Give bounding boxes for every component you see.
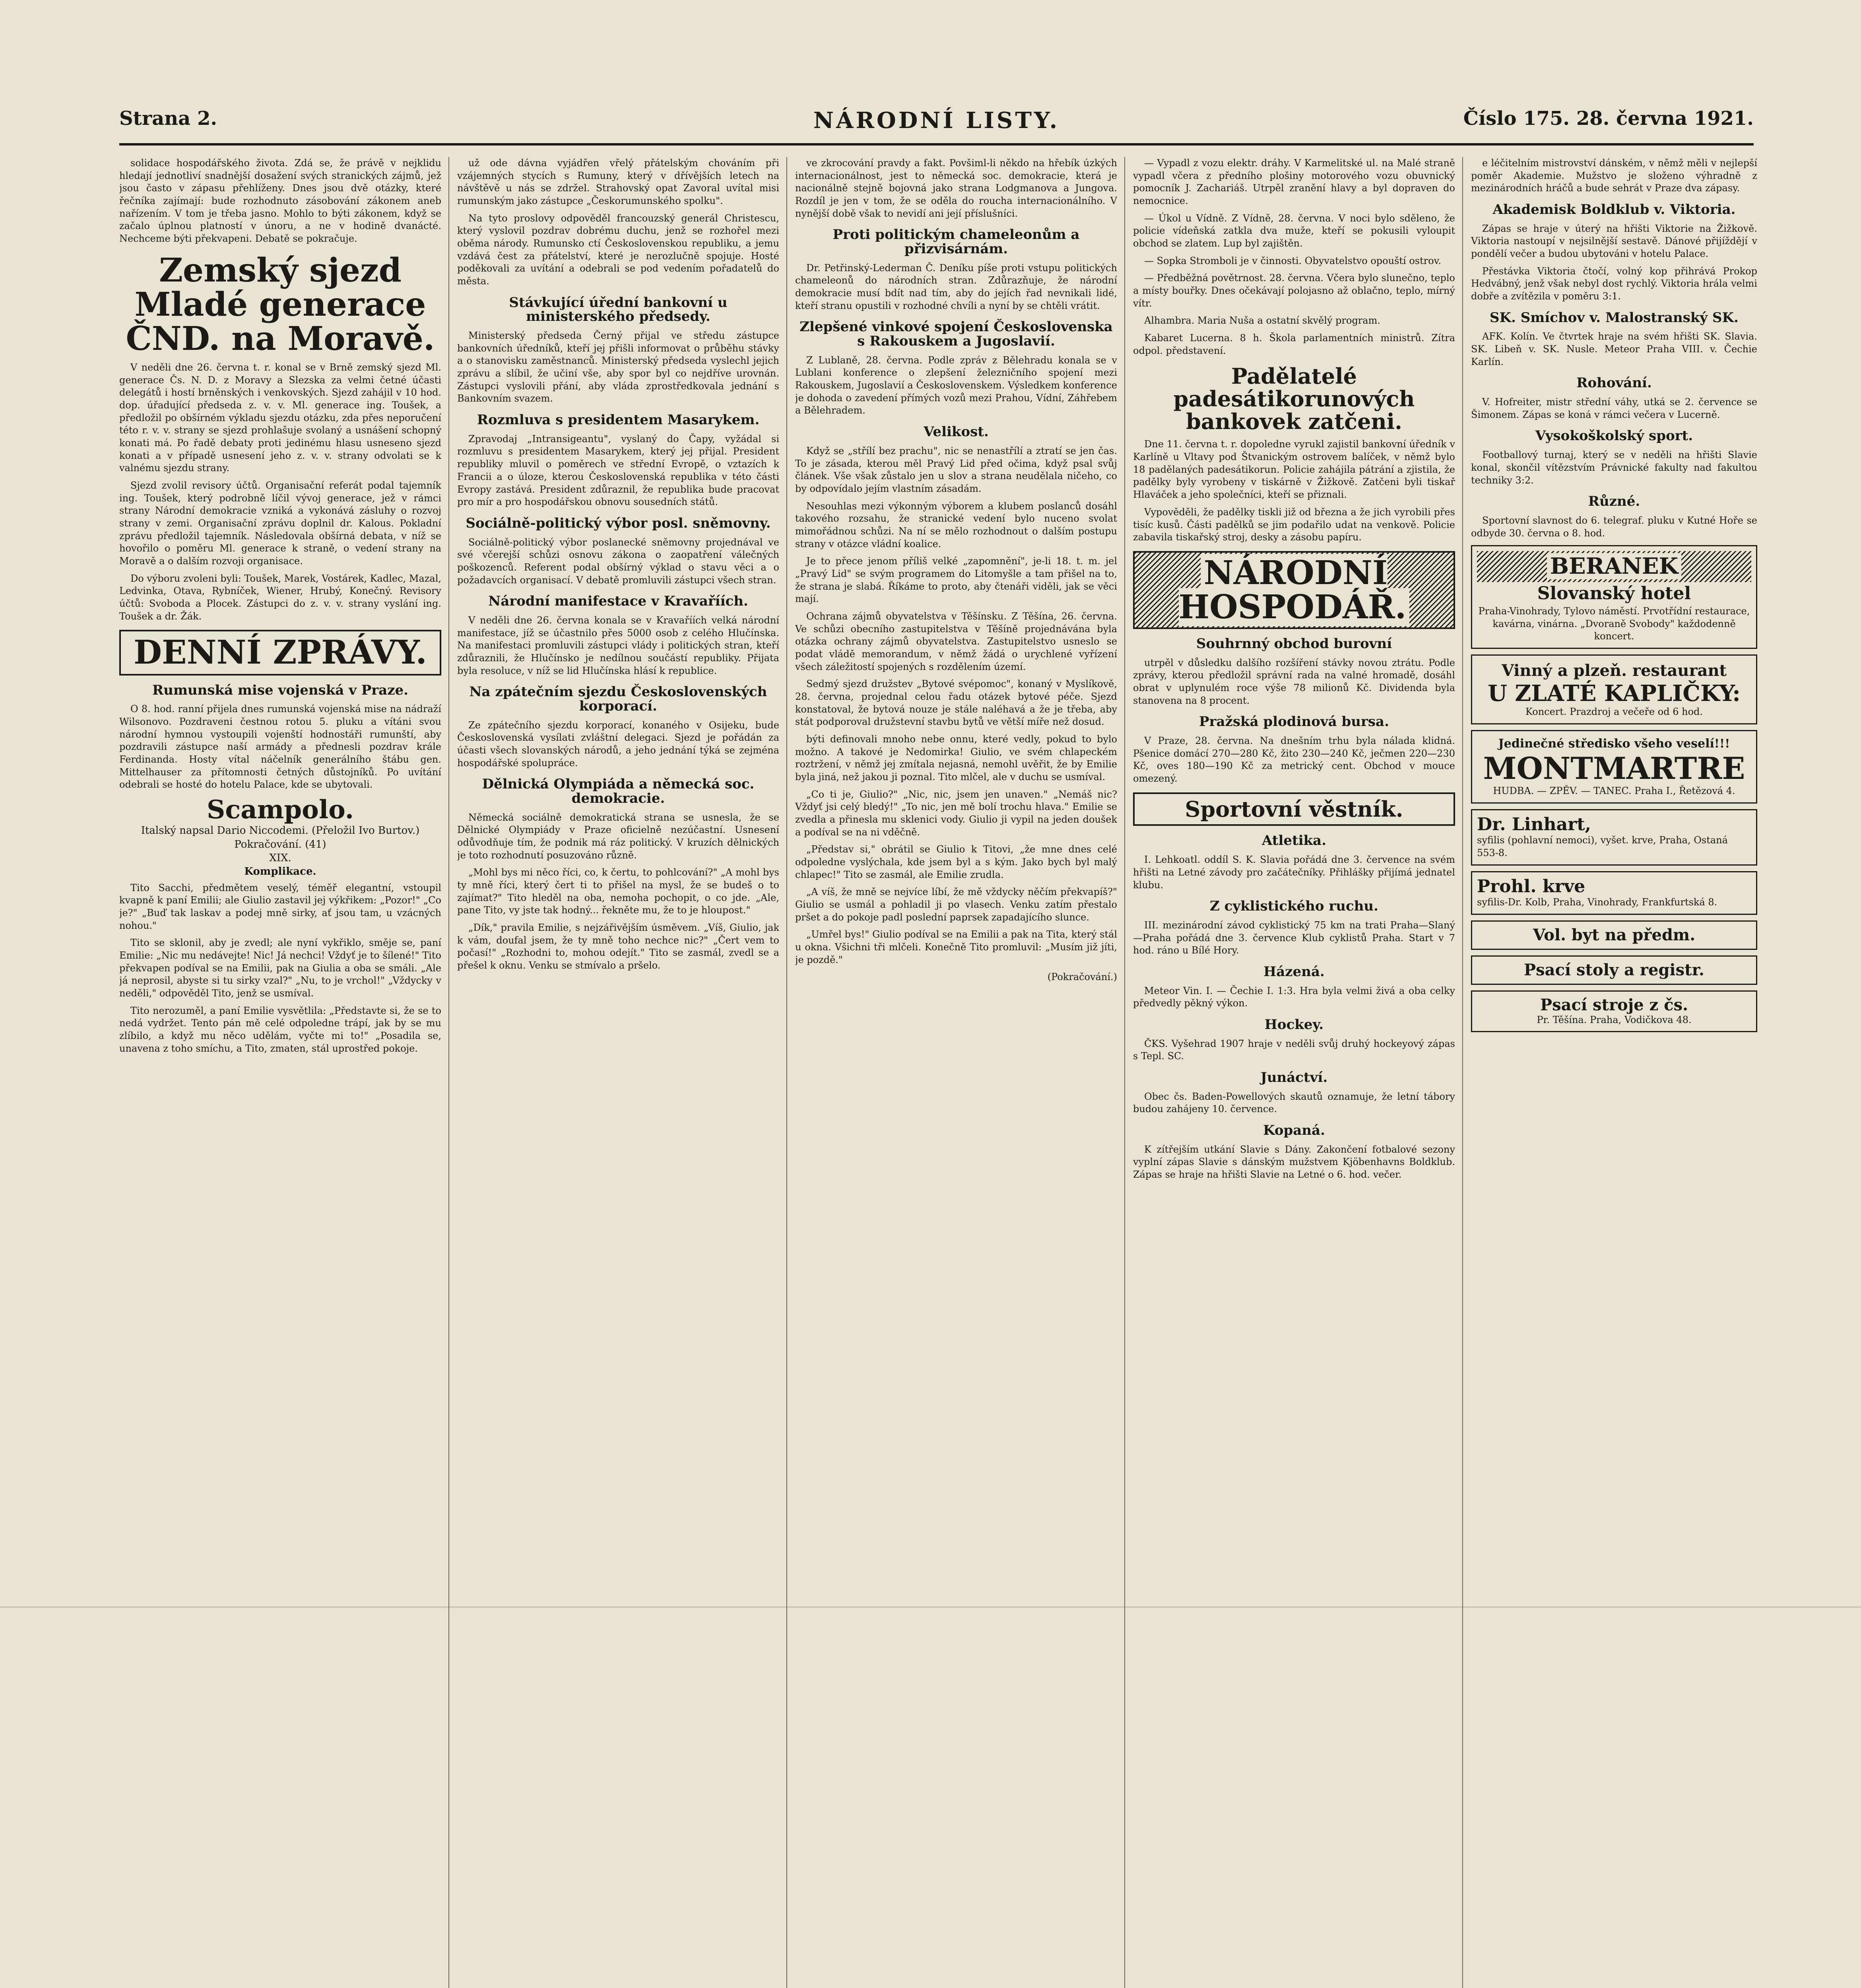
article-paragraph: Vypověděli, že padělky tiskli již od března a že jich vyrobili přes tisíc kusů. Části padělků se jim podařilo udat na venkově. Policie zabavila tiskařský stroj, desky a zásobu papíru. xyxy=(1133,506,1455,543)
feuilleton-paragraph: „Představ si," obrátil se Giulio k Titovi, „že mne dnes celé odpoledne vyslýchala, kde jsem byl a s kým. Jako bych byl malý chlapec!" Tito se zasmál, ale Emilie zrudla. xyxy=(795,844,1117,880)
news-item: — Předběžná povětrnost. 28. června. Včera bylo slunečno, teplo a místy bouřky. Dnes očekávají polojasno až oblačno, teplo, mírný vítr. xyxy=(1133,272,1455,309)
article-paragraph: I. Lehkoatl. oddíl S. K. Slavia pořádá dne 3. července na svém hřišti na Letné závody pro začátečníky. Přihlášky přijímá jednatel klubu. xyxy=(1133,854,1455,891)
article-paragraph: Je to přece jenom příliš velké „zapomnění", je-li 18. t. m. jel „Pravý Lid" se svým programem do Litomyšle a tam přišel na to, že strana je slabá. Říkáme to proto, aby čtenáři viděli, jak se věci mají. xyxy=(795,555,1117,605)
article-paragraph: Sedmý sjezd družstev „Bytové svépomoc", konaný v Myslíkově, 28. června, projednal celou řadu otázek bytové péče. Sjezd konstatoval, že bytová nouze je stále naléhavá a že je třeba, aby stát podporoval družstevní stavbu bytů ve větší míře než dosud. xyxy=(795,678,1117,728)
article-paragraph: Německá sociálně demokratická strana se usnesla, že se Dělnické Olympiády v Praze oficielně nezúčastní. Usnesení odůvodňuje tím, že podnik má ráz politický. V kruzích dělnických je toto rozhodnutí posuzováno různě. xyxy=(457,812,779,861)
article-paragraph: Sociálně-politický výbor poslanecké sněmovny projednával ve své včerejší schůzi osnovu zákona o zaopatření válečných poškozenců. Referent podal obšírný výklad o stavu věci a o požadavcích organisací. V debatě promluvili zástupci všech stran. xyxy=(457,536,779,586)
subhead-vysokoskolsky-sport: Vysokoškolský sport. xyxy=(1535,428,1693,444)
feuilleton-title: Scampolo. xyxy=(207,794,354,825)
headline-stavkujici-urednici: Stávkující úřední bankovní u ministerského předsedy. xyxy=(509,294,728,325)
article-paragraph: Na tyto proslovy odpověděl francouzský generál Christescu, který vyslovil pozdrav dobrému duchu, jenž se rozhořel mezi oběma národy. Rumunsko ctí Československou republiku, a jemu vzdává čest za přátelství, které je nerozlučně spojuje. Hosté poděkovali za uvítání a odebrali se pod vedením pořadatelů do města. xyxy=(457,212,779,287)
article-paragraph: Obec čs. Baden-Powellových skautů oznamuje, že letní tábory budou zahájeny 10. července. xyxy=(1133,1091,1455,1115)
article-paragraph: V neděli dne 26. června konala se v Kravaříích velká národní manifestace, jíž se účastnilo přes 5000 osob z celého Hlučínska. Na manifestaci promluvili zástupci vlády i politických stran, kteří zdůraznili, že Hlučínsko je nedílnou součástí republiky. Přijata byla resoluce, v níž se lid Hlučínska hlásí k republice. xyxy=(457,614,779,676)
article-paragraph: solidace hospodářského života. Zdá se, že právě v nejklidu hledají jednotliví snadnější dosažení svých stranických zájmů, jež jsou často v zápasu přehlíženy. Dnes jsou dvě otázky, které řečníka zajímají: bude rozhodnuto zásobování zákonem aneb nařízením. V tom je třeba jasno. Mohlo to býti zákonem, když se začalo úplnou platností v únoru, a ne v hodině dvanácté. Nechceme býti překvapeni. Debatě se pokračuje. xyxy=(119,157,441,245)
subhead-junactvi: Junáctví. xyxy=(1260,1069,1328,1085)
article-paragraph: Meteor Vin. I. — Čechie I. 1:3. Hra byla velmi živá a oba celky předvedly pěkný výkon. xyxy=(1133,985,1455,1009)
sport-paragraph: Footballový turnaj, který se v neděli na hřišti Slavie konal, skončil vítězstvím Právnické fakulty nad fakultou techniky 3:2. xyxy=(1471,449,1757,486)
column-4 xyxy=(1133,157,1455,1988)
section-box-narodni-hospodar xyxy=(1133,551,1455,629)
article-paragraph: Dr. Petřinský-Lederman Č. Deníku píše proti vstupu politických chameleonů do národních stran. Zdůrazňuje, že národní demokracie musí bdít nad tím, aby do jejích řad nevnikali lidé, kteří stranu opustili v rozhodné chvíli a nyní by se chtěli vrátit. xyxy=(795,262,1117,311)
section-title-denni-zpravy: DENNÍ ZPRÁVY. xyxy=(134,633,427,672)
section-box-sportovni-vestnik xyxy=(1133,792,1455,826)
advert-title: BERANEK xyxy=(1547,553,1682,579)
headline-socialne-politicky-vybor: Sociálně-politický výbor posl. sněmovny. xyxy=(466,515,771,531)
article-paragraph: Zpravodaj „Intransigeantu", vyslaný do Čapy, vyžádal si rozmluvu s presidentem Masarykem, který jej přijal. President republiky mluvil o poměrech ve střední Evropě, o vztazích k Francii a o úloze, kterou Československá republika v této části Evropy zastává. President zdůraznil, že republika bude pracovat pro mír a pro hospodářskou obnovu sousedních států. xyxy=(457,433,779,508)
feuilleton-paragraph: „Dík," pravila Emilie, s nejzářivějším úsměvem. „Víš, Giulio, jak k vám, doufal jsem, že ty mně toho nechce nic?" „Čert vem to počasí!" „Rozhodni to, mohou odejít." Tito se zasmál, zvedl se a přešel k oknu. Venku se stmívalo a pršelo. xyxy=(457,922,779,971)
feuilleton-paragraph: „A víš, že mně se nejvíce líbí, že mě vždycky něčím překvapíš?" Giulio se usmál a pohladil ji po vlasech. Venku zatím přestalo pršet a do pokoje padl poslední paprsek zapadajícího slunce. xyxy=(795,886,1117,923)
advert-psaci-stroje xyxy=(1471,990,1757,1033)
advert-subtitle: Slovanský hotel xyxy=(1537,583,1691,604)
advert-text: syfilis (pohlavní nemoci), vyšet. krve, Praha, Ostaná 553-8. xyxy=(1477,835,1728,858)
advert-title: MONTMARTRE xyxy=(1483,750,1745,786)
article-paragraph: Ze zpátečního sjezdu korporací, konaného v Osijeku, bude Československá vysílati zvláštní delegaci. Sjezd je pořádán za účasti všech slovanských národů, a jeho jednání týká se zejména hospodářské spolupráce. xyxy=(457,719,779,769)
article-paragraph: V neděli dne 26. června t. r. konal se v Brně zemský sjezd Ml. generace Čs. N. D. z Moravy a Slezska za velmi četné účasti delegátů i hostí brněnských i venkovských. Sjezd zahájil v 10 hod. dop. úřadující předseda z. v. v. Ml. generace ing. Toušek, a předložil po obšírném výkladu sjezdu otázku, zda přes neporučení této r. v. v. strany se sjezd prohlašuje svolaný a usnášení schopný konati má. Po řadě debaty proti jedinému hlasu usneseno sjezd konati a v případě usnesení jeho z. v. v. strany odvolati se k valnému sjezdu strany. xyxy=(119,361,441,474)
feuilleton-paragraph: Tito Sacchi, předmětem veselý, téměř elegantní, vstoupil kvapně k paní Emilii; ale Giulio zastavil jej výkřikem: „Pozor!" „Co je?" „Buď tak laskav a podej mně sirky, ať jsou tam, u vzácných nohou." xyxy=(119,882,441,931)
feuilleton-header xyxy=(119,796,441,879)
chapter-title: Komplikace. xyxy=(244,866,316,878)
advert-title: Dr. Linhart, xyxy=(1477,814,1591,835)
feuilleton-paragraph: Tito nerozuměl, a paní Emilie vysvětlila: „Představte si, že se to nedá vydržet. Tento pán mě celé odpoledne trápí, jak by se mu zlíbilo, a když mu něco udělám, vyčte mi to!" „Posadila se, unavena z toho smíchu, a Tito, zmaten, stál uprostřed pokoje. xyxy=(119,1005,441,1054)
headline-delnicka-olympiada: Dělnická Olympiáda a německá soc. demokracie. xyxy=(482,776,755,807)
article-paragraph: Nesouhlas mezi výkonným výborem a klubem poslanců dosáhl takového rozsahu, že stranické vedení bylo nuceno svolat mimořádnou schůzi. Na ní se mělo rozhodnout o dalším postupu strany v otázce vládní koalice. xyxy=(795,500,1117,549)
subhead-atletika: Atletika. xyxy=(1261,833,1327,849)
article-paragraph: Z Lublaně, 28. června. Podle zpráv z Bělehradu konala se v Lublani konference o zlepšení železničního spojení mezi Rakouskem, Jugoslavií a Československem. Výsledkem konference je dohoda o zavedení přímých vozů mezi Prahou, Vídní, Záhřebem a Bělehradem. xyxy=(795,354,1117,416)
section-box-denni-zpravy xyxy=(119,630,441,675)
chapter-number: XIX. xyxy=(269,852,291,864)
subhead-ruzne: Různé. xyxy=(1588,493,1640,510)
article-paragraph: Když se „střílí bez prachu", nic se nenastřílí a ztratí se jen čas. To je zásada, kterou měl Pravý Lid před očima, když psal svůj článek. Vše však zůstalo jen u slov a strana neudělala ničeho, co by odpovídalo jejím vlastním zásadám. xyxy=(795,445,1117,494)
sport-paragraph: Přestávka Viktoria čtočí, volný kop přihrává Prokop Hedvábný, jenž však nebyl dost rychlý. Viktoria hrála velmi dobře a zvítězila v poměru 3:1. xyxy=(1471,265,1757,302)
advert-psaci-stoly xyxy=(1471,955,1757,985)
article-paragraph: utrpěl v důsledku dalšího rozšíření stávky novou ztrátu. Podle zprávy, kterou předložil správní rada na valné hromadě, dosáhl obrat v uplynulém roce výše 78 milionů Kč. Dividenda byla stanovena na 8 procent. xyxy=(1133,657,1455,706)
feuilleton-paragraph: „Umřel bys!" Giulio podíval se na Emilii a pak na Tita, který stál u okna. Všichni tři mlčeli. Konečně Tito promluvil: „Musím již jíti, je pozdě." xyxy=(795,929,1117,965)
column-divider xyxy=(1462,157,1463,1988)
article-paragraph: O 8. hod. ranní přijela dnes rumunská vojenská mise na nádraží Wilsonovo. Pozdraveni čestnou rotou 5. pluku a vítáni svou národní hymnou vystoupili vojenští hodnostáři rumunští, aby pozdravili zástupce naší armády a přednesli pozdrav krále Ferdinanda. Hosty vítal náčelník generálního štábu gen. Mittelhauser za přítomnosti četných důstojníků. Po uvítání odebrali se hosté do hotelu Palace, kde se ubytovali. xyxy=(119,703,441,790)
feuilleton-paragraph: Tito se sklonil, aby je zvedl; ale nyní vykřiklo, směje se, paní Emilie: „Nic mu nedávejte! Nic! Já nechci! Vždyť je to šílené!" Tito překvapen podíval se na Emilii, pak na Giulia a oba se smáli. „Ale já neprosil, abyste si tu sirky vzal?" „Nu, to je vrchol!" „Vždycky v neděli," odpověděl Tito, jenž se usmíval. xyxy=(119,937,441,999)
sport-paragraph: e léčitelním mistrovství dánském, v němž měli v nejlepší poměr Akademie. Mužstvo je složeno výhradně z mezinárodních hráčů a bude sehrát v Praze dva zápasy. xyxy=(1471,157,1757,194)
article-paragraph: Ministerský předseda Černý přijal ve středu zástupce bankovních úředníků, kteří jej přišli informovat o průběhu stávky a o stanovisku zaměstnanců. Ministerský předseda vyslechl jejich zprávu a slíbil, že učiní vše, aby spor byl co nejdříve urovnán. Zástupci vyslovili přání, aby vláda zprostředkovala jednání s Bankovním svazem. xyxy=(457,330,779,404)
column-divider xyxy=(1124,157,1125,1988)
article-paragraph: K zítřejším utkání Slavie s Dány. Zakončení fotbalové sezony vyplní zápas Slavie s dánským mužstvem Kjöbenhavns Boldklub. Zápas se hraje na hřišti Slavie na Letné o 6. hod. večer. xyxy=(1133,1143,1455,1180)
column-5 xyxy=(1471,157,1757,1988)
news-item: — Sopka Stromboli je v činnosti. Obyvatelstvo opouští ostrov. xyxy=(1144,255,1441,266)
page-header xyxy=(119,107,1754,143)
subhead-smichov: SK. Smíchov v. Malostranský SK. xyxy=(1490,309,1739,326)
advert-text: Koncert. Prazdroj a večeře od 6 hod. xyxy=(1525,706,1703,718)
feuilleton-paragraph: „Co ti je, Giulio?" „Nic, nic, jsem jen unaven." „Nemáš nic? Vždyť jsi celý bledý!" „To nic, jen mě bolí trochu hlava." Emilie se zvedla a přinesla mu sklenici vody. Giulio ji vypil na jeden doušek a podíval se na ni vděčně. xyxy=(795,788,1117,838)
column-3 xyxy=(795,157,1117,1988)
article-paragraph: Sjezd zvolil revisory účtů. Organisační referát podal tajemník ing. Toušek, který podrobně líčil vývoj generace, jež v rámci strany Národní demokracie vzniká a vykonává zásluhy o rozvoj strany v zemi. Organisační zprávu doplnil dr. Kalous. Pokladní zprávu předložil tajemník. Následovala obšírná debata, v níž se hovořilo o poměru Ml. generace k straně, o vedení strany na Moravě a o dalším rozvoji organisace. xyxy=(119,480,441,567)
advert-title: Vol. byt na předm. xyxy=(1533,925,1696,944)
column-2 xyxy=(457,157,779,1988)
subhead-rumunska-mise: Rumunská mise vojenská v Praze. xyxy=(152,682,408,698)
subhead-rohovani: Rohování. xyxy=(1576,375,1652,391)
section-title-sportovni-vestnik: Sportovní věstník. xyxy=(1185,796,1403,822)
headline-sjezd-korporaci: Na zpátečním sjezdu Československých korporací. xyxy=(469,684,767,714)
advert-subtitle: Vinný a plzeň. restaurant xyxy=(1501,661,1727,680)
advert-title: Psací stoly a registr. xyxy=(1524,960,1704,979)
article-paragraph: Ochrana zájmů obyvatelstva v Těšínsku. Z Těšína, 26. června. Ve schůzi obecního zastupitelstva v Těšíně projednávána byla otázka ochrany zájmů obyvatelstva. Zastupitelstvo usneslo se podat vládě memorandum, v němž žádá o urychlené vyřízení všech záležitostí spojených s rozdělením území. xyxy=(795,610,1117,672)
headline-rozmluva-masaryk: Rozmluva s presidentem Masarykem. xyxy=(477,412,760,428)
feuilleton-continuation: Pokračování. (41) xyxy=(234,838,326,850)
header-rule xyxy=(119,143,1754,146)
headline-zemsky-sjezd: Zemský sjezd Mladé generace ČND. na Moravě. xyxy=(126,251,435,358)
theatre-listing: Alhambra. Maria Nuša a ostatní skvělý program. xyxy=(1144,315,1380,326)
headline-plodinova-bursa: Pražská plodinová bursa. xyxy=(1199,714,1389,730)
feuilleton-paragraph: býti definovali mnoho nebe onnu, které vedly, pokud to bylo možno. A takové je Nedomirka! Giulio, ve svém chlapeckém roztržení, v němž jej zmítala nejasná, nemohl uvěřit, že by Emilie byla jiná, než jakou ji poznal. Tito mlčel, ale v duchu se usmíval. xyxy=(795,733,1117,782)
article-paragraph: V Praze, 28. června. Na dnešním trhu byla nálada klidná. Pšenice domácí 270—280 Kč, žito 230—240 Kč, ječmen 220—230 Kč, oves 180—190 Kč za metrický cent. Obchod v mouce omezený. xyxy=(1133,735,1455,784)
article-paragraph: Do výboru zvoleni byli: Toušek, Marek, Vostárek, Kadlec, Mazal, Ledvinka, Otava, Rybníček, Wiener, Hrubý, Konečný. Revisory účtů: Svoboda a Plocek. Zástupci do z. v. v. strany vyslání ing. Toušek a dr. Žák. xyxy=(119,573,441,622)
headline-chameleoni: Proti politickým chameleonům a přizvisárnám. xyxy=(833,227,1080,257)
advert-title: Psací stroje z čs. xyxy=(1540,995,1688,1014)
column-1 xyxy=(119,157,441,1988)
paper-fold-line xyxy=(0,1606,1861,1608)
sport-paragraph: Zápas se hraje v úterý na hřišti Viktorie na Žižkově. Viktoria nastoupí v nejsilnější sestavě. Dánové přijíždějí v pondělí večer a budou ubytováni v hotelu Palace. xyxy=(1471,223,1757,260)
subhead-hockey: Hockey. xyxy=(1264,1016,1324,1033)
advert-zlata-kaplicka xyxy=(1471,654,1757,724)
advert-title: Prohl. krve xyxy=(1477,876,1585,897)
article-paragraph: III. mezinárodní závod cyklistický 75 km na trati Praha—Slaný—Praha pořádá dne 3. července Klub cyklistů Praha. Start v 7 hod. ráno u Bílé Hory. xyxy=(1133,919,1455,956)
sport-paragraph: AFK. Kolín. Ve čtvrtek hraje na svém hřišti SK. Slavia. SK. Libeň v. SK. Nusle. Meteor Praha VIII. v. Čechie Karlín. xyxy=(1471,331,1757,367)
advert-volny-byt xyxy=(1471,920,1757,950)
headline-velikost: Velikost. xyxy=(924,424,989,440)
advert-hotel-beranek xyxy=(1471,545,1757,649)
column-divider xyxy=(448,157,449,1988)
masthead: NÁRODNÍ LISTY. xyxy=(813,107,1060,134)
headline-manifestace-kravare: Národní manifestace v Kravaříích. xyxy=(488,593,748,610)
advert-subtitle: Jedinečné středisko všeho veselí!!! xyxy=(1498,736,1730,751)
article-paragraph: ve zkrocování pravdy a fakt. Povšiml-li někdo na hřebík úzkých internacionálnost, jest to německá soc. demokracie, která je nacionálně stejně bojovná jako strana Lodgmanova a Jungova. Rozdíl je jen v tom, že se oděla do roucha internacionálního. V nynější době však to nevidí ani její příslušníci. xyxy=(795,157,1117,219)
article-paragraph: Dne 11. června t. r. dopoledne vyrukl zajistil bankovní úředník v Karlíně u Vltavy pod Štvanickým ostrovem balíček, v němž bylo 18 padělaných padesátikorun. Policie zahájila pátrání a zjistila, že padělky byly vyrobeny v tiskárně v Žižkově. Zatčeni byli tiskař Hlaváček a jeho společníci, kteří se přiznali. xyxy=(1133,439,1455,501)
section-title-narodni-hospodar: NÁRODNÍ HOSPODÁŘ. xyxy=(1179,554,1410,626)
subhead-obchod-burovni: Souhrnný obchod burovní xyxy=(1196,636,1392,652)
issue-date: Číslo 175. 28. června 1921. xyxy=(1463,107,1754,130)
sport-paragraph: Sportovní slavnost do 6. telegraf. pluku v Kutné Hoře se odbyde 30. června o 8. hod. xyxy=(1471,514,1757,539)
subhead-cyklistika: Z cyklistického ruchu. xyxy=(1209,898,1378,914)
theatre-listing: Kabaret Lucerna. 8 h. Škola parlamentních ministrů. Zítra odpol. představení. xyxy=(1133,332,1455,356)
page-number: Strana 2. xyxy=(119,107,217,130)
column-divider xyxy=(786,157,787,1988)
advert-text: Praha-Vinohrady, Tylovo náměstí. Prvotřídní restaurace, kavárna, vinárna. „Dvoraně Svobody" každodenně koncert. xyxy=(1478,605,1750,642)
subhead-kopana: Kopaná. xyxy=(1263,1122,1325,1138)
advert-title: U ZLATÉ KAPLIČKY: xyxy=(1488,680,1741,707)
to-be-continued: (Pokračování.) xyxy=(1047,971,1117,983)
advert-text: syfilis-Dr. Kolb, Praha, Vinohrady, Frankfurtská 8. xyxy=(1477,896,1717,908)
headline-vlakove-spojeni: Zlepšené vinkové spojení Československa s Rakouskem a Jugoslavií. xyxy=(800,319,1113,349)
advert-prohl-krve xyxy=(1471,871,1757,915)
sport-paragraph: V. Hofreiter, mistr střední váhy, utká se 2. července se Šimonem. Zápas se koná v rámci večera v Lucerně. xyxy=(1471,396,1757,420)
advert-montmartre xyxy=(1471,730,1757,804)
article-paragraph: ČKS. Vyšehrad 1907 hraje v neděli svůj druhý hockeyový zápas s Tepl. SC. xyxy=(1133,1038,1455,1062)
news-item: — Úkol u Vídně. Z Vídně, 28. června. V noci bylo sděleno, že policie vídeňská zatkla dva muže, kteří se pokusili vyloupit obchod se zlatem. Lup byl zajištěn. xyxy=(1133,212,1455,249)
feuilleton-paragraph: „Mohl bys mi něco říci, co, k čertu, to pohlcování?" „A mohl bys ty mně říci, který čert ti to přišel na mysl, že se budeš o to zajímat?" Tito hleděl na oba, nemoha pochopit, o co jde. „Ale, pane Tito, vy jste tak hodný... řekněte mu, že to je hloupost." xyxy=(457,867,779,916)
news-item: — Vypadl z vozu elektr. dráhy. V Karmelitské ul. na Malé straně vypadl včera z předního plošiny motorového vozu obuvnický pomocník J. Zachariáš. Utrpěl zranění hlavy a byl dopraven do nemocnice. xyxy=(1133,157,1455,207)
advert-text: Pr. Těšína. Praha, Vodičkova 48. xyxy=(1537,1014,1692,1025)
feuilleton-byline: Italský napsal Dario Niccodemi. (Přeložil Ivo Burtov.) xyxy=(141,825,420,837)
subhead-akademisk-boldklub: Akademisk Boldklub v. Viktoria. xyxy=(1492,202,1736,218)
article-paragraph: už ode dávna vyjádřen vřelý přátelským chováním při vzájemných stycích s Rumuny, který v dřívějších letech na návštěvě u nás se zdržel. Strahovský opat Zavoral uvítal misi rumunským jako zástupce „Českorumunského spolku". xyxy=(457,157,779,207)
headline-padelatele: Padělatelé padesátikorunových bankovek zatčeni. xyxy=(1173,363,1415,434)
advert-dr-linhart xyxy=(1471,809,1757,866)
advert-text: HUDBA. — ZPĚV. — TANEC. Praha I., Řetězová 4. xyxy=(1493,785,1735,797)
subhead-hazena: Házená. xyxy=(1263,963,1325,980)
